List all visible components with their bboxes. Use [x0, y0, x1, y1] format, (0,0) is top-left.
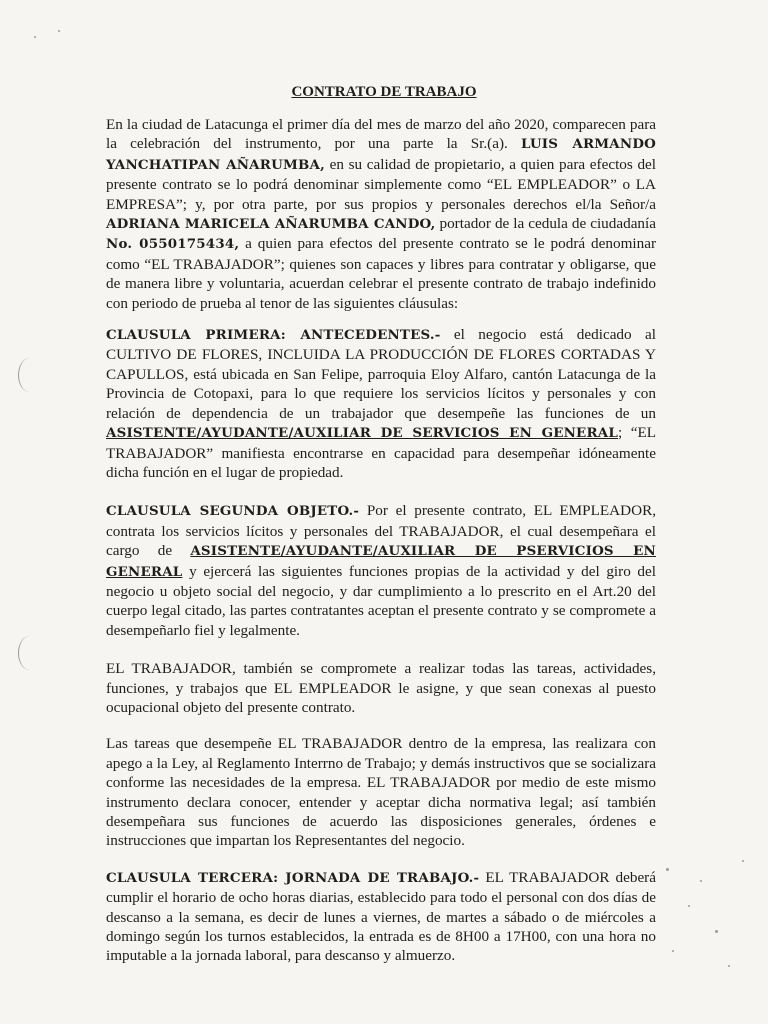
scan-speck: [715, 930, 718, 933]
text-run: EL TRABAJADOR deberá cumplir el horario de ocho horas diarias, establecido para todo el personal con dos días de descanso a la semana, es decir de lunes a viernes, de martes a sábado o de miércoles a domingo según los turnos establecidos, la entrada es de 8H00 a 17H00, con una hora no imputable a la jornada laboral, para descanso y almuerzo.: [106, 868, 656, 965]
text-run: En la ciudad de Latacunga el primer día del mes de marzo del año 2020, comparecen para la celebración del instrumento, por una parte la Sr.(a).: [106, 116, 656, 153]
scan-speck: [742, 860, 744, 862]
bold-text-run: CLAUSULA SEGUNDA OBJETO.-: [106, 503, 360, 520]
document-title: CONTRATO DE TRABAJO: [291, 84, 477, 100]
bold-text-run: LUIS ARMANDO YANCHATIPAN AÑARUMBA,: [106, 136, 656, 173]
text-run: a quien para efectos del presente contrato se le podrá denominar como “EL TRABAJADOR”; quienes son capaces y libres para contratar y obligarse, que de manera libre y voluntaria, acuerdan celebrar el presente contrato de trabajo indefinido con periodo de prueba al tenor de las siguientes cláusulas:: [106, 235, 657, 312]
paragraph-obligaciones: [106, 659, 656, 717]
document-body: [106, 115, 656, 983]
scan-speck: [728, 965, 730, 967]
bold-text-run: ASISTENTE/AYUDANTE/AUXILIAR DE PSERVICIOS EN GENERAL: [106, 543, 656, 580]
paragraph-clausula-primera: [106, 325, 656, 482]
scan-speck: [672, 950, 674, 952]
scan-speck: [58, 30, 60, 32]
text-run: en su calidad de propietario, a quien para efectos del presente contrato se lo podrá denominar simplemente como “EL EMPLEADOR” o LA EMPRESA”; y, por otra parte, por sus propios y personales derechos el/la Señor/a: [106, 155, 657, 213]
scan-speck: [666, 868, 669, 871]
bold-text-run: CLAUSULA TERCERA: JORNADA DE TRABAJO.-: [106, 869, 480, 886]
paragraph-clausula-tercera: [106, 868, 656, 966]
text-run: EL TRABAJADOR, también se compromete a realizar todas las tareas, actividades, funciones, y trabajos que EL EMPLEADOR le asigne, y que sean conexas al puesto ocupacional objeto del presente contrato.: [106, 660, 656, 716]
bold-text-run: ASISTENTE/AYUDANTE/AUXILIAR DE SERVICIOS EN GENERAL: [106, 425, 618, 442]
paragraph-intro: [106, 115, 656, 313]
text-run: portador de la cedula de ciudadanía: [435, 215, 656, 233]
bold-text-run: ADRIANA MARICELA AÑARUMBA CANDO,: [106, 216, 436, 233]
scan-speck: [688, 905, 690, 907]
bold-text-run: No. 0550175434,: [106, 236, 240, 253]
paragraph-tareas: [106, 734, 656, 850]
punch-hole-mark: [18, 358, 41, 392]
bold-text-run: CLAUSULA PRIMERA: ANTECEDENTES.-: [106, 327, 441, 344]
paragraph-clausula-segunda: [106, 501, 656, 640]
text-run: y ejercerá las siguientes funciones propias de la actividad y del giro del negocio u objeto social del negocio, y dar cumplimiento a lo prescrito en el Art.20 del cuerpo legal citado, las partes contratantes aceptan el presente contrato y se compromete a desempeñarlo fiel y legalmente.: [106, 562, 656, 639]
text-run: Por el presente contrato, EL EMPLEADOR, contrata los servicios lícitos y personales del TRABAJADOR, el cual desempeñara el cargo de: [106, 502, 656, 560]
scan-speck: [34, 36, 36, 38]
punch-hole-mark: [18, 636, 41, 670]
text-run: el negocio está dedicado al CULTIVO DE FLORES, INCLUIDA LA PRODUCCIÓN DE FLORES CORTADAS Y CAPULLOS, está ubicada en San Felipe, parroquia Eloy Alfaro, cantón Latacunga de la Provincia de Cotopaxi, para lo que requiere los servicios lícitos y personales y con relación de dependencia de un trabajador que desempeñe las funciones de un: [106, 326, 656, 422]
text-run: Las tareas que desempeñe EL TRABAJADOR dentro de la empresa, las realizara con apego a la Ley, al Reglamento Interrno de Trabajo; y demás instructivos que se socializara conforme las necesidades de la empresa. EL TRABAJADOR por medio de este mismo instrumento declara conocer, entender y aceptar dicha normativa legal; así también desempeñara sus funciones de acuerdo las disposiciones generales, órdenes e instrucciones que impartan los Representantes del negocio.: [106, 735, 656, 850]
text-run: ; “EL TRABAJADOR” manifiesta encontrarse en capacidad para desempeñar idóneamente dicha función en el lugar de propiedad.: [106, 424, 657, 481]
scan-speck: [700, 880, 702, 882]
